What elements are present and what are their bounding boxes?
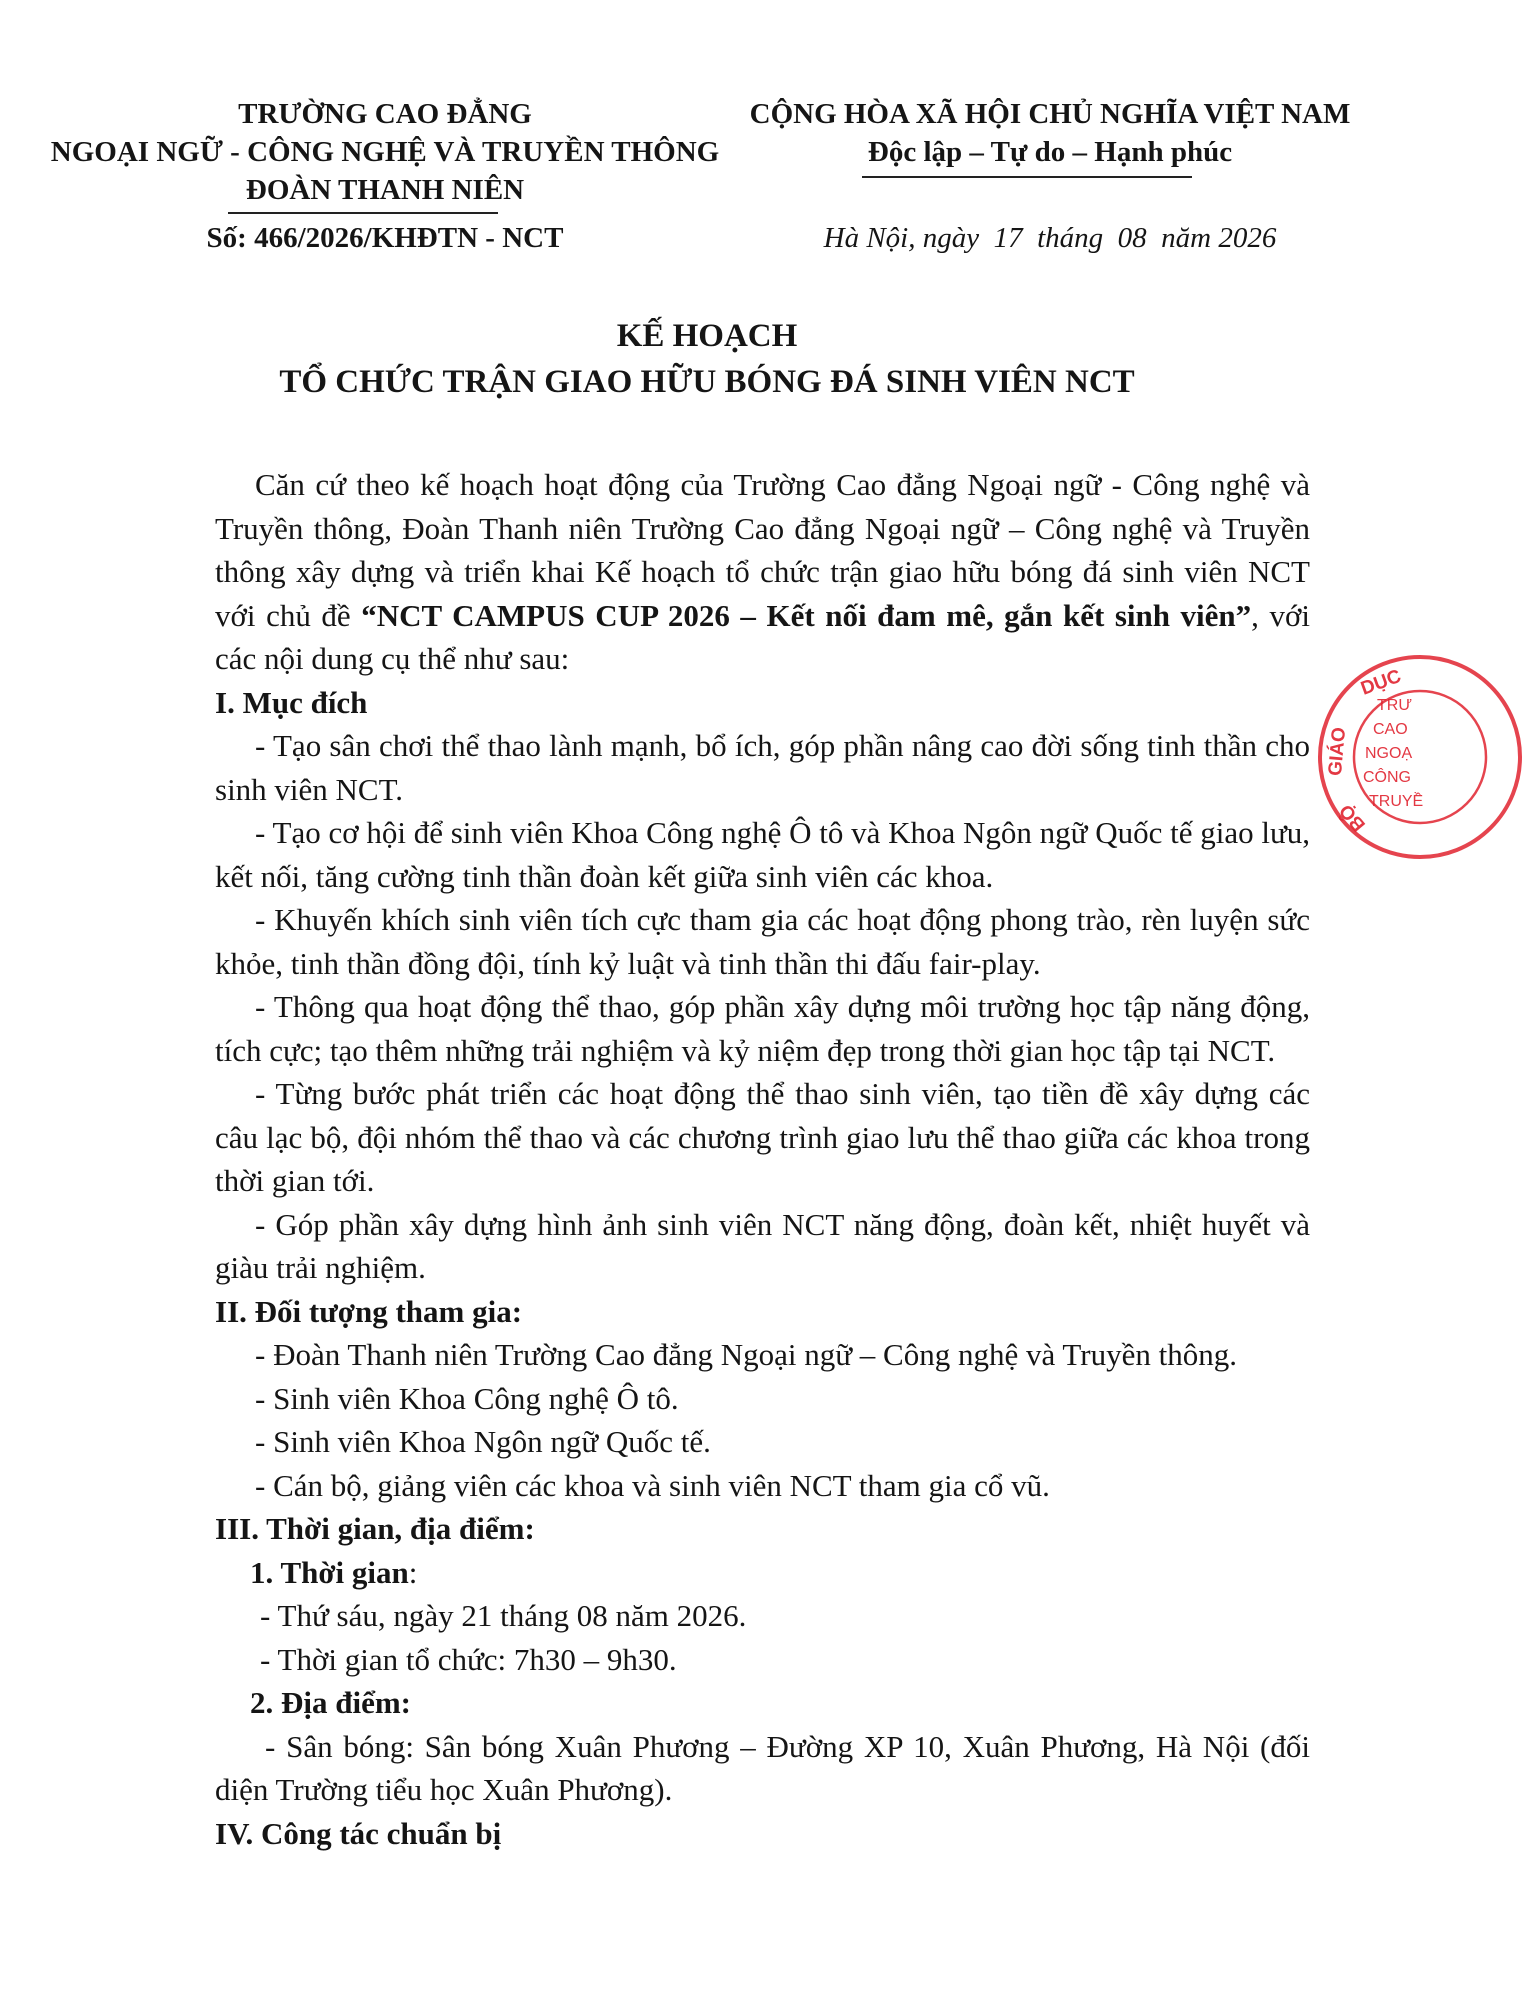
list-item: - Sinh viên Khoa Ngôn ngữ Quốc tế. xyxy=(255,1424,711,1459)
section-heading-purpose: I. Mục đích xyxy=(215,684,368,720)
seal-inner-line: TRƯ xyxy=(1377,697,1412,714)
nation-motto: Độc lập – Tự do – Hạnh phúc xyxy=(867,136,1233,168)
nation-name: CỘNG HÒA XÃ HỘI CHỦ NGHĨA VIỆT NAM xyxy=(749,98,1351,130)
list-item: - Cán bộ, giảng viên các khoa và sinh viên NCT tham gia cổ vũ. xyxy=(255,1467,1050,1503)
seal-inner-line: CÔNG xyxy=(1363,769,1411,786)
document-body xyxy=(215,463,1310,1855)
org-name-line2: NGOẠI NGỮ - CÔNG NGHỆ VÀ TRUYỀN THÔNG xyxy=(50,136,720,168)
intro-tail: , với các nội dung cụ thể như sau: xyxy=(215,597,1310,676)
seal-inner-line: CAO xyxy=(1373,721,1408,738)
list-item: - Góp phần xây dựng hình ảnh sinh viên NCT năng động, đoàn kết, nhiệt huyết và giàu trải nghiệm. xyxy=(215,1206,1310,1285)
org-underline xyxy=(228,212,498,214)
seal-inner-line: NGOẠ xyxy=(1365,745,1413,762)
list-item: - Sinh viên Khoa Công nghệ Ô tô. xyxy=(255,1380,679,1416)
list-item: - Thông qua hoạt động thể thao, góp phần xây dựng môi trường học tập năng động, tích cực; tạo thêm những trải nghiệm và kỷ niệm đẹp trong thời gian học tập tại NCT. xyxy=(215,989,1310,1068)
seal-inner-line: TRUYỀ xyxy=(1369,793,1424,810)
org-name-line1: TRƯỜNG CAO ĐẲNG xyxy=(238,98,532,130)
official-seal xyxy=(1315,652,1525,862)
subheading-time-colon: : xyxy=(408,1554,418,1590)
list-item: - Tạo cơ hội để sinh viên Khoa Công nghệ Ô tô và Khoa Ngôn ngữ Quốc tế giao lưu, kết nối, tăng cường tinh thần đoàn kết giữa sinh viên các khoa. xyxy=(215,815,1311,894)
seal-text-left: GIÁO xyxy=(1324,726,1351,777)
list-item: - Từng bước phát triển các hoạt động thể thao sinh viên, tạo tiền đề xây dựng các câu lạc bộ, đội nhóm thể thao và các chương trình giao lưu thể thao giữa các khoa trong thời gian tới. xyxy=(215,1076,1310,1198)
section-heading-time-place: III. Thời gian, địa điểm: xyxy=(215,1511,535,1546)
list-item: - Thời gian tổ chức: 7h30 – 9h30. xyxy=(260,1641,677,1677)
seal-text-top: DỤC xyxy=(1358,665,1405,700)
list-item: - Khuyến khích sinh viên tích cực tham gia các hoạt động phong trào, rèn luyện sức khỏe, tinh thần đồng đội, tính kỷ luật và tinh thần thi đấu fair-play. xyxy=(215,902,1310,981)
subheading-time-label: 1. Thời gian xyxy=(250,1554,409,1590)
section-heading-preparation: IV. Công tác chuẩn bị xyxy=(215,1815,502,1851)
list-item: - Đoàn Thanh niên Trường Cao đẳng Ngoại ngữ – Công nghệ và Truyền thông. xyxy=(255,1337,1237,1372)
document-subtitle: TỔ CHỨC TRẬN GIAO HỮU BÓNG ĐÁ SINH VIÊN NCT xyxy=(279,364,1135,400)
motto-underline xyxy=(862,176,1192,178)
place-date: Hà Nội, ngày 17 tháng 08 năm 2026 xyxy=(823,222,1277,254)
subheading-time xyxy=(215,1551,1310,1595)
list-item: - Sân bóng: Sân bóng Xuân Phương – Đường XP 10, Xuân Phương, Hà Nội (đối diện Trường tiểu học Xuân Phương). xyxy=(215,1728,1310,1807)
section-heading-participants: II. Đối tượng tham gia: xyxy=(215,1293,523,1329)
document-number: Số: 466/2026/KHĐTN - NCT xyxy=(206,222,564,254)
intro-paragraph xyxy=(215,463,1310,681)
seal-icon xyxy=(1315,652,1525,862)
list-item: - Tạo sân chơi thể thao lành mạnh, bổ ích, góp phần nâng cao đời sống tinh thần cho sinh viên NCT. xyxy=(215,728,1310,807)
seal-text-bottom: BỘ xyxy=(1335,799,1370,836)
intro-theme: “NCT CAMPUS CUP 2026 – Kết nối đam mê, gắn kết sinh viên” xyxy=(361,597,1252,633)
subheading-place: 2. Địa điểm: xyxy=(250,1685,412,1720)
intro-text: Căn cứ theo kế hoạch hoạt động của Trường Cao đẳng Ngoại ngữ - Công nghệ và Truyền thông, Đoàn Thanh niên Trường Cao đẳng Ngoại ngữ – Công nghệ và Truyền thông xây dựng và triển khai Kế hoạch tổ chức trận giao hữu bóng đá sinh viên NCT với chủ đề xyxy=(215,467,1310,633)
org-unit: ĐOÀN THANH NIÊN xyxy=(245,174,525,206)
document-title: KẾ HOẠCH xyxy=(616,318,798,354)
list-item: - Thứ sáu, ngày 21 tháng 08 năm 2026. xyxy=(260,1598,747,1633)
